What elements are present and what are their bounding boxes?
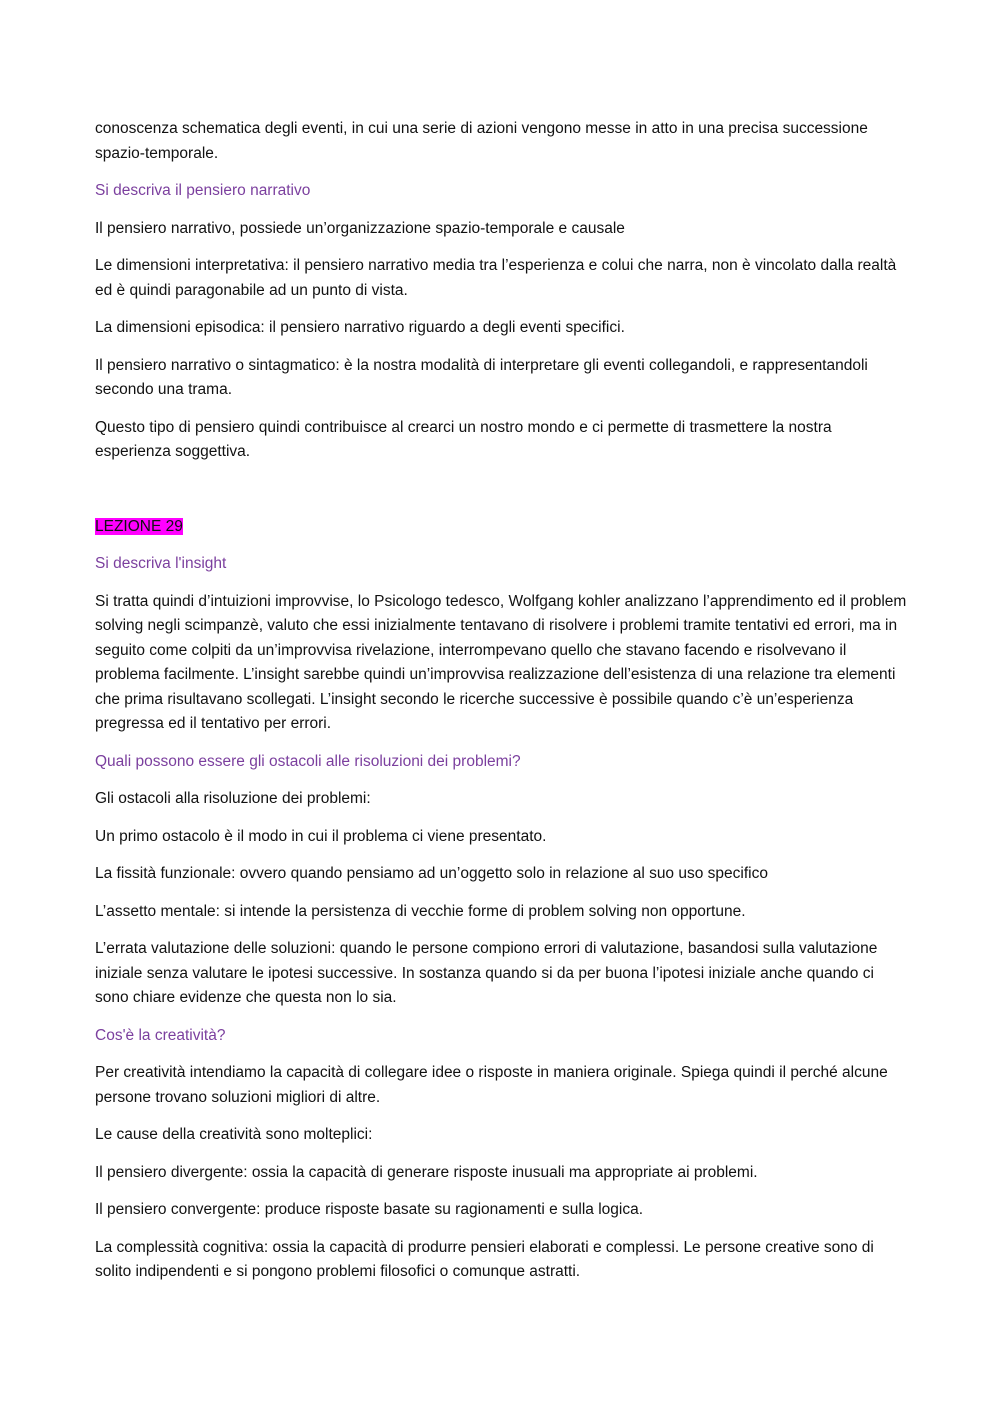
question-obstacles: Quali possono essere gli ostacoli alle risoluzioni dei problemi? <box>95 752 521 770</box>
document-page <box>95 117 907 1298</box>
paragraph-creativity-causes: Le cause della creatività sono molteplici: <box>95 1126 373 1143</box>
paragraph-creativity-definition: Per creatività intendiamo la capacità di collegare idee o risposte in maniera originale. Spiega quindi il perché alcune persone trovano soluzioni migliori di altre. <box>95 1064 888 1106</box>
paragraph-wrong-evaluation: L’errata valutazione delle soluzioni: quando le persone compiono errori di valutazione, basandosi sulla valutazione iniziale senza valutare le ipotesi successive. In sostanza quando si da per buona l’ipotesi iniziale anche quando ci sono chiare evidenze che questa non lo sia. <box>95 940 878 1006</box>
paragraph-functional-fixedness: La fissità funzionale: ovvero quando pensiamo ad un’oggetto solo in relazione al suo uso specifico <box>95 865 768 882</box>
paragraph-convergent-thinking: Il pensiero convergente: produce risposte basate su ragionamenti e sulla logica. <box>95 1201 643 1218</box>
question-narrative-thinking: Si descriva il pensiero narrativo <box>95 182 311 199</box>
paragraph-episodic-dimension: La dimensioni episodica: il pensiero narrativo riguardo a degli eventi specifici. <box>95 319 625 336</box>
paragraph-schema-continuation: conoscenza schematica degli eventi, in cui una serie di azioni vengono messe in atto in una precisa successione spazio-temporale. <box>95 120 868 162</box>
paragraph-mental-set: L’assetto mentale: si intende la persistenza di vecchie forme di problem solving non opportune. <box>95 902 746 920</box>
paragraph-insight: Si tratta quindi d’intuizioni improvvise, lo Psicologo tedesco, Wolfgang kohler analizzano l’apprendimento ed il problem solving negli scimpanzè, valuto che essi inizialmente tentavano di risolvere i problemi tramite tentativi ed errori, ma in seguito come colpiti da un’improvvisa rivelazione, interrompevano quello che stavano facendo e risolvevano il problema facilmente. L’insight sarebbe quindi un’improvvisa realizzazione dell’esistenza di una relazione tra elementi che prima risultavano scollegati. L’insight secondo le ricerche successive è possibile quando c’è un’esperienza pregressa ed il tentativo per errori. <box>95 592 907 732</box>
paragraph-obstacles-intro: Gli ostacoli alla risoluzione dei problemi: <box>95 790 371 807</box>
paragraph-divergent-thinking: Il pensiero divergente: ossia la capacità di generare risposte inusuali ma appropriate ai problemi. <box>95 1163 758 1181</box>
question-creativity: Cos'è la creatività? <box>95 1026 226 1044</box>
paragraph-narrative-conclusion: Questo tipo di pensiero quindi contribuisce al crearci un nostro mondo e ci permette di trasmettere la nostra esperienza soggettiva. <box>95 418 832 460</box>
paragraph-syntagmatic-thinking: Il pensiero narrativo o sintagmatico: è la nostra modalità di interpretare gli eventi collegandoli, e rappresentandoli secondo una trama. <box>95 356 868 398</box>
lesson-title-highlight: LEZIONE 29 <box>95 517 183 535</box>
section-spacer <box>95 478 907 515</box>
paragraph-interpretive-dimension: Le dimensioni interpretativa: il pensiero narrativo media tra l’esperienza e colui che narra, non è vincolato dalla realtà ed è quindi paragonabile ad un punto di vista. <box>95 257 897 299</box>
lesson-heading <box>95 515 907 540</box>
paragraph-first-obstacle: Un primo ostacolo è il modo in cui il problema ci viene presentato. <box>95 827 547 845</box>
paragraph-narrative-organization: Il pensiero narrativo, possiede un’organizzazione spazio-temporale e causale <box>95 219 625 237</box>
question-insight: Si descriva l'insight <box>95 555 227 572</box>
paragraph-cognitive-complexity: La complessità cognitiva: ossia la capacità di produrre pensieri elaborati e complessi. Le persone creative sono di solito indipendenti e si pongono problemi filosofici o comunque astratti. <box>95 1238 874 1280</box>
